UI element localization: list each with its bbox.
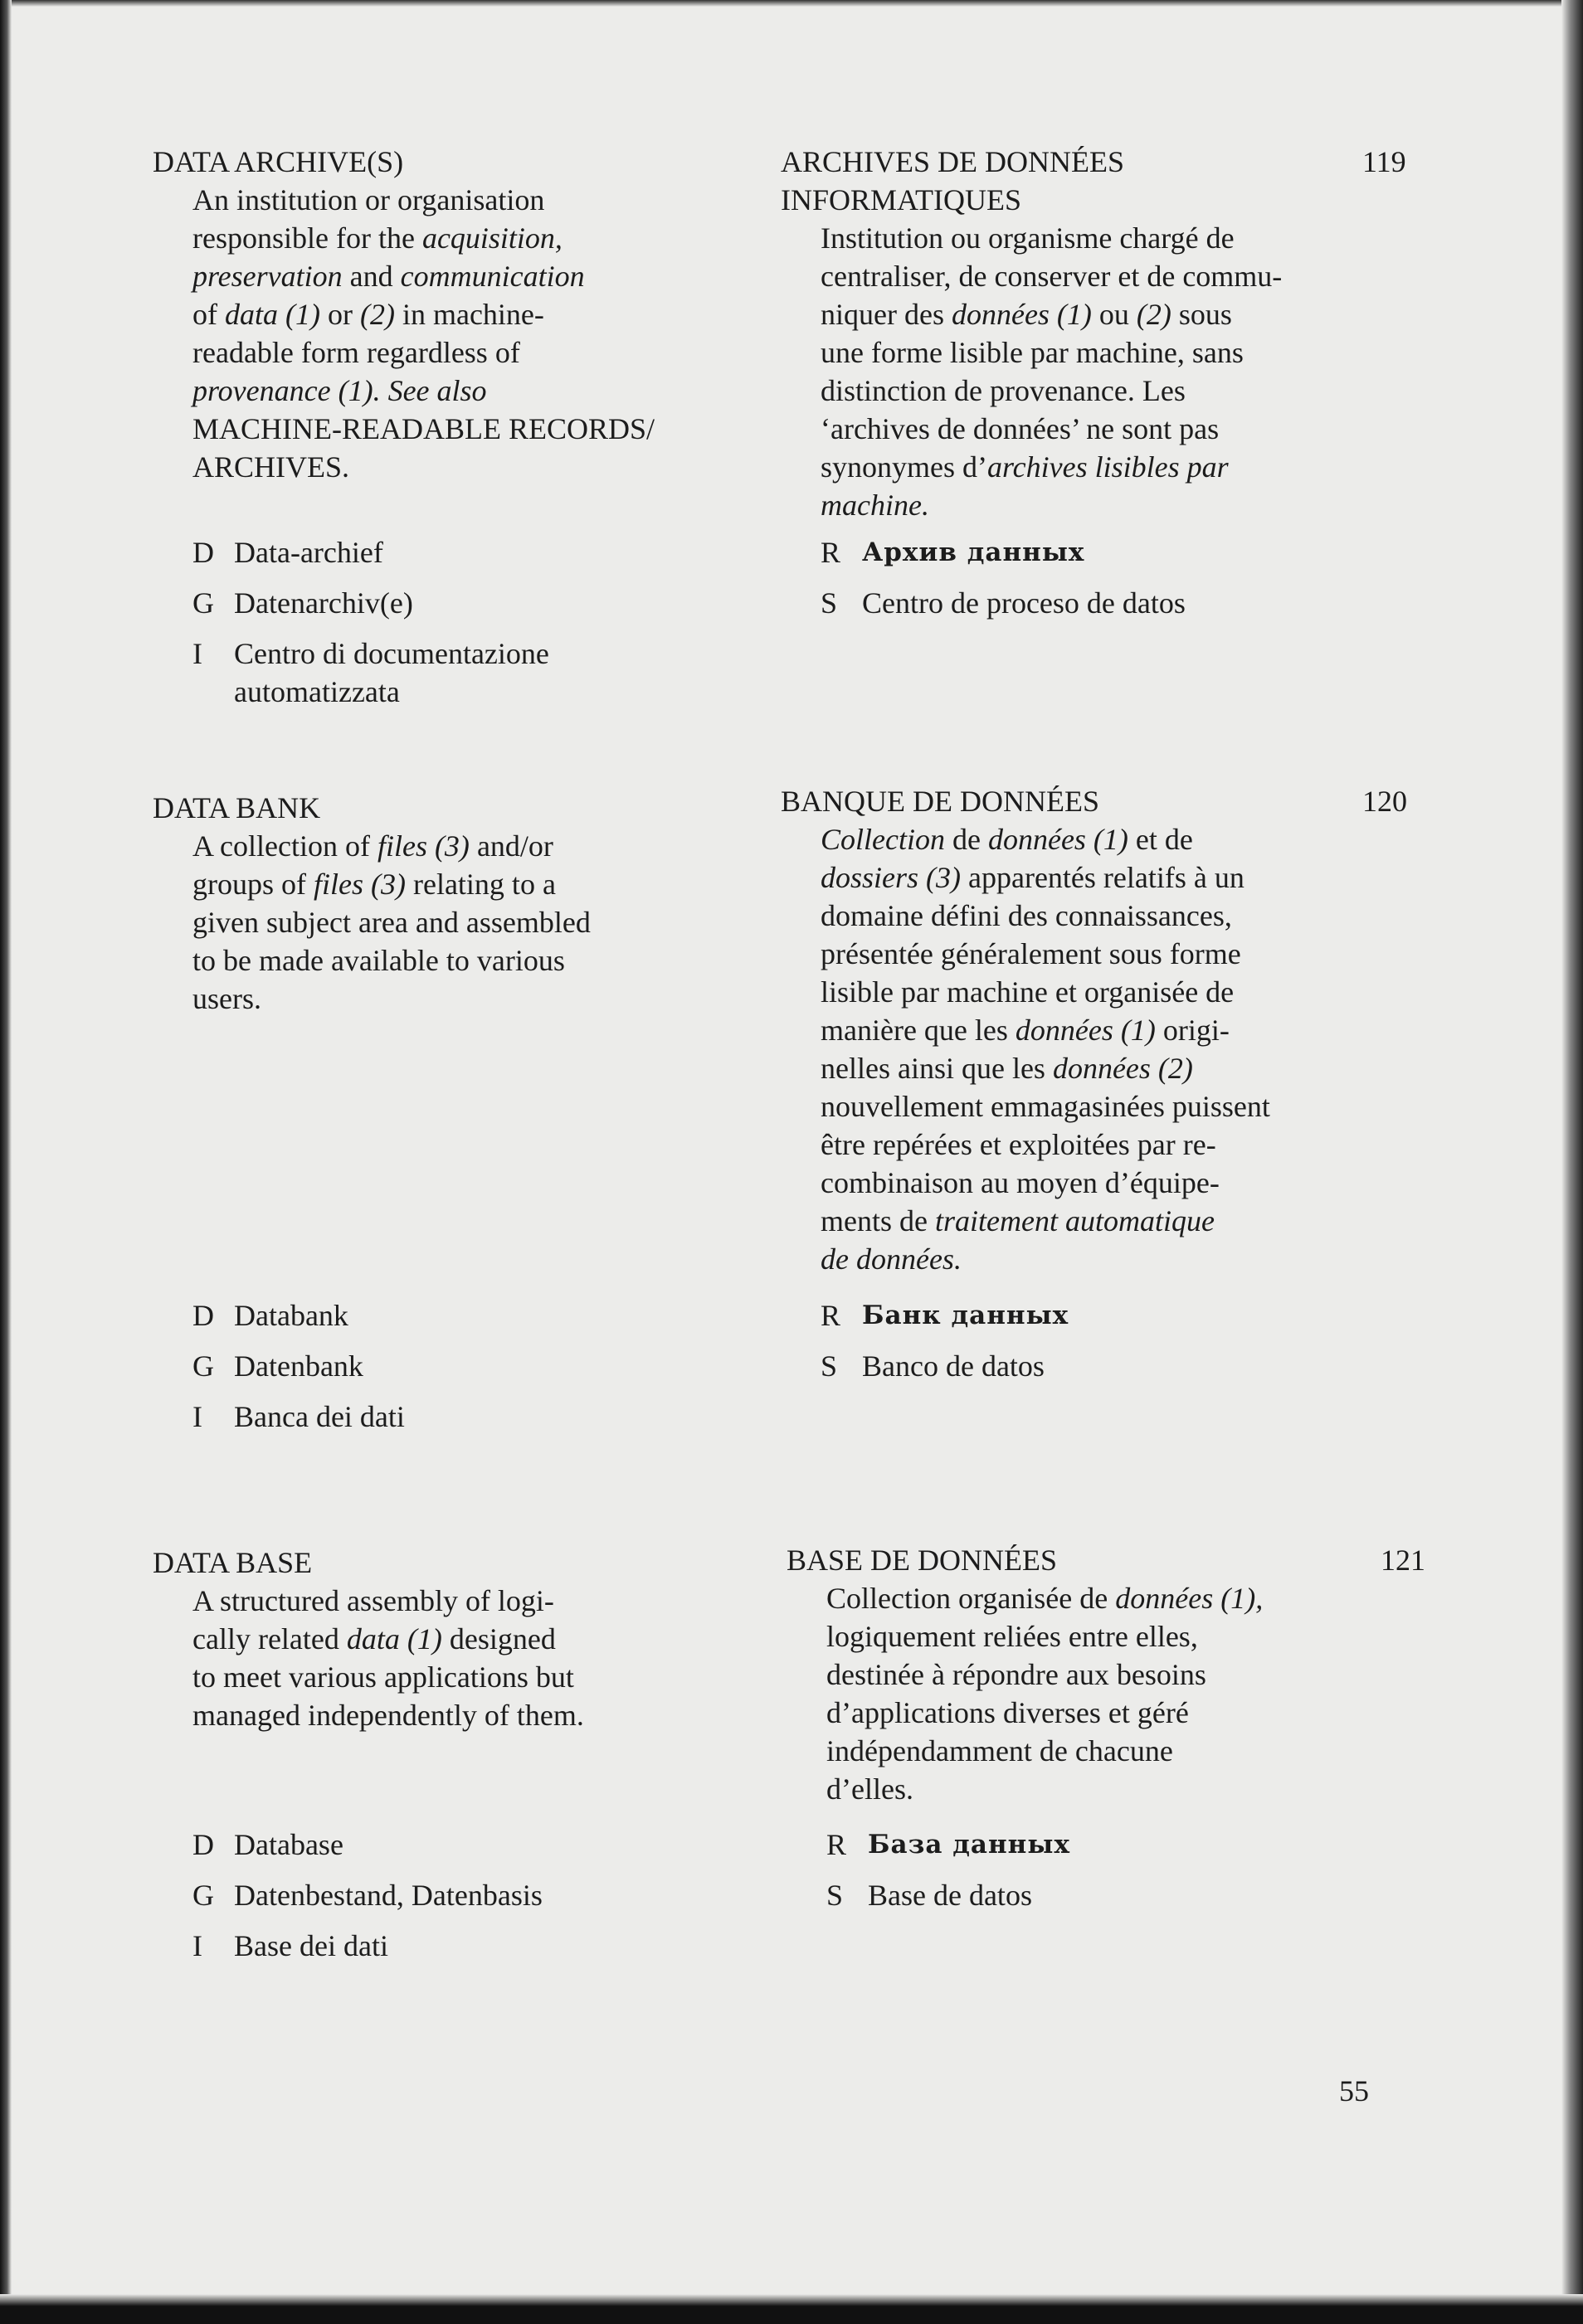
entry-heading: BANQUE DE DONNÉES [781,785,1099,818]
definition-line [192,865,591,903]
entry-definition [787,1579,1263,1808]
entry-heading: DATA BASE [153,1546,313,1579]
text-segment: responsible for the [192,221,422,255]
glossary-entry [781,782,1270,1278]
text-segment: indépendamment de chacune [826,1734,1173,1767]
text-segment: managed independently of them. [192,1699,584,1732]
text-segment: d’applications diverses et géré [826,1696,1189,1729]
italic-term: acquisition, [421,221,563,255]
text-segment: une forme lisible par machine, sans [821,336,1244,369]
italic-term: données (1), [1115,1582,1264,1615]
text-segment: given subject area and assembled [192,906,591,939]
text-segment: et de [1128,823,1193,856]
text-segment: designed [441,1622,556,1655]
language-equivalents [192,1296,405,1448]
definition-line [821,1240,1270,1278]
equivalent-term: automatizzata [234,675,400,708]
text-segment: origi- [1155,1014,1230,1047]
text-segment: nelles ainsi que les [821,1052,1053,1085]
text-segment: An institution or organisation [192,183,545,216]
text-segment: nouvellement emmagasinées puissent [821,1090,1270,1123]
entry-heading: BASE DE DONNÉES [787,1544,1058,1577]
definition-line [821,1202,1270,1240]
italic-term: données (1) [951,298,1092,331]
language-equivalent [192,1927,543,1965]
language-code: G [192,1879,214,1912]
definition-line [192,333,655,372]
definition-line [192,941,591,980]
page-number: 55 [1339,2074,1369,2108]
definition-line [821,1049,1270,1087]
entry-heading: DATA ARCHIVE(S) [153,145,404,178]
definition-line [821,1011,1270,1049]
definition-line [821,820,1270,858]
definition-line [192,827,591,865]
language-code: I [192,1400,202,1433]
definition-line [192,257,655,295]
text-segment: ARCHIVES. [192,450,350,484]
text-segment: and [342,260,401,293]
language-equivalent [821,584,1186,622]
language-equivalent [192,634,549,711]
equivalent-term: Database [234,1828,343,1861]
language-code: D [192,536,214,569]
text-segment: MACHINE-READABLE RECORDS/ [192,412,655,445]
definition-line [821,448,1282,486]
text-segment: and/or [469,829,553,863]
definition-line [826,1617,1263,1655]
italic-term: Collection [821,823,945,856]
italic-term: archives lisibles par [987,450,1229,484]
definition-line [821,1126,1270,1164]
language-code: S [826,1879,844,1912]
equivalent-term: Архив данных [862,537,1085,567]
definition-line [821,372,1282,410]
text-segment: logiquement reliées entre elles, [826,1620,1198,1653]
equivalent-term: Base de datos [868,1879,1032,1912]
language-equivalent [821,1296,1069,1335]
definition-line [821,295,1282,333]
equivalent-term: Databank [234,1299,348,1332]
definition-line [826,1655,1263,1694]
text-segment: Collection organisée de [826,1582,1116,1615]
definition-line [192,1696,584,1734]
text-segment: destinée à répondre aux besoins [826,1658,1206,1691]
scan-edge-left [0,0,12,2324]
text-segment: relating to a [405,868,556,901]
definition-line [192,980,591,1018]
equivalent-term: Banco de datos [862,1349,1045,1383]
italic-term: données (2) [1052,1052,1193,1085]
text-segment: domaine défini des connaissances, [821,899,1232,932]
definition-line [192,410,655,448]
language-equivalent [192,1826,543,1864]
definition-line [821,1087,1270,1126]
language-code: D [192,1299,214,1332]
italic-term: provenance (1). See also [192,374,487,407]
equivalent-term: Банк данных [862,1301,1069,1330]
language-code: S [821,1349,838,1383]
definition-line [821,935,1270,973]
language-code: G [192,586,214,620]
text-segment: users. [192,982,261,1015]
italic-term: data (1) [225,298,320,331]
language-equivalent [192,584,549,622]
definition-line [826,1694,1263,1732]
definition-line [821,410,1282,448]
language-equivalents [826,1826,1070,1927]
equivalent-term: Datenbestand, Datenbasis [234,1879,543,1912]
text-segment: manière que les [821,1014,1016,1047]
scan-edge-right [1561,0,1583,2324]
equivalent-term: База данных [868,1830,1070,1860]
language-code: D [192,1828,214,1861]
language-equivalent [192,1398,405,1436]
language-equivalent [821,533,1186,571]
definition-line [821,333,1282,372]
glossary-entry [781,143,1282,524]
italic-term: données (1) [1015,1014,1156,1047]
text-segment: sous [1171,298,1232,331]
entry-heading: DATA BANK [153,791,321,824]
italic-term: données (1) [987,823,1128,856]
text-segment: to be made available to various [192,944,565,977]
scan-edge-top [0,0,1583,7]
equivalent-term: Centro di documentazione [234,637,549,670]
equivalent-term: Data-archief [234,536,383,569]
definition-line [192,372,655,410]
definition-line [826,1579,1263,1617]
text-segment: centraliser, de conserver et de commu- [821,260,1283,293]
italic-term: data (1) [346,1622,442,1655]
definition-line [192,181,655,219]
text-segment: de [944,823,988,856]
language-code: I [192,637,202,670]
language-equivalent [192,1347,405,1385]
text-segment: of [192,298,225,331]
language-equivalent [192,533,549,571]
italic-term: de données. [821,1242,962,1276]
definition-line [192,1582,584,1620]
language-equivalent [821,1347,1069,1385]
italic-term: communication [400,260,585,293]
italic-term: dossiers (3) [821,861,961,894]
language-equivalents [821,1296,1069,1398]
italic-term: preservation [192,260,343,293]
glossary-entry [153,143,655,486]
text-segment: ‘archives de données’ ne sont pas [821,412,1220,445]
text-segment: cally related [192,1622,347,1655]
entry-number: 119 [1362,145,1406,178]
definition-line [192,295,655,333]
definition-line [192,448,655,486]
italic-term: traitement automatique [934,1204,1215,1237]
italic-term: machine. [821,489,929,522]
text-segment: niquer des [821,298,952,331]
text-segment: ou [1091,298,1137,331]
text-segment: to meet various applications but [192,1660,574,1694]
definition-line [192,903,591,941]
entry-definition [781,820,1270,1278]
language-equivalents [192,1826,543,1977]
italic-term: files (3) [314,868,406,901]
text-segment: distinction de provenance. Les [821,374,1186,407]
glossary-entry [787,1541,1263,1808]
entry-definition [153,1582,584,1734]
entry-heading: INFORMATIQUES [781,183,1022,216]
text-segment: combinaison au moyen d’équipe- [821,1166,1220,1199]
equivalent-term: Base dei dati [234,1929,388,1962]
text-segment: readable form regardless of [192,336,520,369]
definition-line [821,858,1270,897]
text-segment: d’elles. [826,1772,913,1806]
equivalent-term: Datenbank [234,1349,363,1383]
text-segment: Institution ou organisme chargé de [821,221,1235,255]
equivalent-term: Banca dei dati [234,1400,405,1433]
text-segment: in machine- [394,298,544,331]
equivalent-term: Datenarchiv(e) [234,586,413,620]
italic-term: (2) [359,298,395,331]
language-equivalent [826,1876,1070,1914]
entry-definition [153,827,591,1018]
entry-number: 120 [1362,785,1407,818]
glossary-entry [153,1544,584,1734]
language-equivalent [192,1876,543,1914]
entry-heading: ARCHIVES DE DONNÉES [781,145,1124,178]
text-segment: synonymes d’ [821,450,987,484]
text-segment: être repérées et exploitées par re- [821,1128,1216,1161]
language-equivalents [821,533,1186,634]
definition-line [821,486,1282,524]
italic-term: files (3) [377,829,470,863]
definition-line [821,219,1282,257]
text-segment: or [319,298,360,331]
scan-edge-bottom [0,2294,1583,2324]
entry-definition [781,219,1282,524]
language-code: I [192,1929,202,1962]
definition-line [192,1620,584,1658]
language-equivalent [192,1296,405,1335]
text-segment: lisible par machine et organisée de [821,975,1235,1009]
text-segment: présentée généralement sous forme [821,937,1241,970]
definition-line [192,1658,584,1696]
language-equivalent [826,1826,1070,1864]
equivalent-term: Centro de proceso de datos [862,586,1186,620]
language-code: R [821,536,841,569]
text-segment: groups of [192,868,314,901]
entry-number: 121 [1381,1544,1425,1577]
definition-line [821,897,1270,935]
entry-definition [153,181,655,486]
text-segment: A collection of [192,829,377,863]
definition-line [826,1770,1263,1808]
definition-line [821,257,1282,295]
glossary-entry [153,789,591,1018]
text-segment: apparentés relatifs à un [961,861,1244,894]
language-code: R [821,1299,841,1332]
definition-line [192,219,655,257]
language-code: R [826,1828,847,1861]
text-segment: ments de [821,1204,935,1237]
language-code: S [821,586,838,620]
definition-line [821,1164,1270,1202]
language-equivalents [192,533,549,723]
italic-term: (2) [1136,298,1171,331]
definition-line [826,1732,1263,1770]
text-segment: A structured assembly of logi- [192,1584,554,1617]
language-code: G [192,1349,214,1383]
definition-line [821,973,1270,1011]
